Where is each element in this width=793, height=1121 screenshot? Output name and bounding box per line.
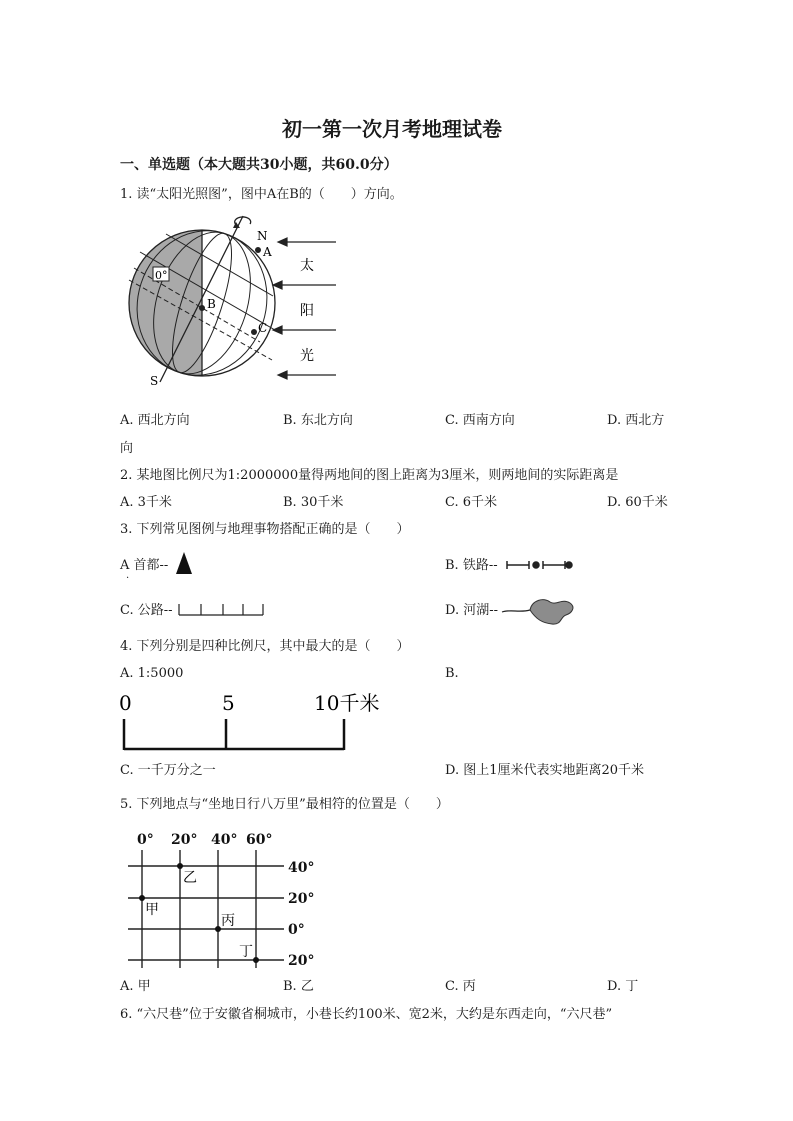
lon-label-60: 60° <box>246 832 273 848</box>
label-jia: 甲 <box>145 902 159 918</box>
q3-option-a-dot: . <box>126 570 130 581</box>
highway-symbol-icon <box>177 601 267 617</box>
q3-option-d[interactable]: D. 河湖-- <box>445 603 499 618</box>
scale-tick-0: 0 <box>119 691 132 715</box>
capital-symbol-icon <box>176 552 192 576</box>
q2-option-d[interactable]: D. 60千米 <box>607 495 668 510</box>
q2-option-b[interactable]: B. 30千米 <box>283 495 344 510</box>
question-4-stem: 4. 下列分别是四种比例尺，其中最大的是（ ） <box>120 639 410 654</box>
q4-option-d[interactable]: D. 图上1厘米代表实地距离20千米 <box>445 763 645 778</box>
label-zero: 0° <box>155 269 168 282</box>
sun-char-1: 太 <box>300 258 314 274</box>
q5-option-d[interactable]: D. 丁 <box>607 979 639 994</box>
q3-option-a[interactable]: A 首都-- <box>120 558 169 573</box>
railway-symbol-icon <box>505 558 575 572</box>
q1-option-a[interactable]: A. 西北方向 <box>120 413 190 428</box>
label-b: B <box>207 297 216 311</box>
question-2-stem: 2. 某地图比例尺为1:2000000量得两地间的图上距离为3厘米，则两地间的实际距离是 <box>120 468 619 483</box>
label-yi: 乙 <box>183 870 197 886</box>
night-hemisphere <box>129 230 202 376</box>
label-a: A <box>263 245 272 259</box>
scale-tick-10: 10千米 <box>314 691 380 715</box>
question-6-stem: 6. “六尺巷”位于安徽省桐城市，小巷长约100米、宽2米，大约是东西走向，“六尺巷” <box>120 1007 613 1022</box>
point-b <box>199 305 205 311</box>
q2-option-a[interactable]: A. 3千米 <box>120 495 172 510</box>
scale-tick-5: 5 <box>222 691 235 715</box>
q4-option-b[interactable]: B. <box>445 666 459 681</box>
q4-option-c[interactable]: C. 一千万分之一 <box>120 763 216 778</box>
question-1-stem: 1. 读“太阳光照图”，图中A在B的（ ）方向。 <box>120 187 403 202</box>
q1-option-c[interactable]: C. 西南方向 <box>445 413 515 428</box>
q5-option-c[interactable]: C. 丙 <box>445 979 476 994</box>
point-yi <box>177 863 183 869</box>
q3-option-c[interactable]: C. 公路-- <box>120 603 173 618</box>
question-3-stem: 3. 下列常见图例与地理事物搭配正确的是（ ） <box>120 522 410 537</box>
lon-label-0: 0° <box>137 832 154 848</box>
label-s: S <box>150 374 159 388</box>
label-n: N <box>257 229 268 243</box>
q1-option-b[interactable]: B. 东北方向 <box>283 413 353 428</box>
lat-lon-grid-figure <box>120 828 330 973</box>
lon-label-20: 20° <box>171 832 198 848</box>
point-c <box>251 329 257 335</box>
q5-option-b[interactable]: B. 乙 <box>283 979 314 994</box>
lon-label-40: 40° <box>211 832 238 848</box>
point-jia <box>139 895 145 901</box>
sunlight-globe-figure <box>120 212 350 387</box>
question-5-stem: 5. 下列地点与“坐地日行八万里”最相符的位置是（ ） <box>120 797 449 812</box>
point-ding <box>253 957 259 963</box>
lake-symbol-icon <box>500 595 580 627</box>
lat-label-20s: 20° <box>288 953 315 969</box>
q4-option-a[interactable]: A. 1:5000 <box>120 666 184 681</box>
q5-option-a[interactable]: A. 甲 <box>120 979 151 994</box>
lat-label-40: 40° <box>288 860 315 876</box>
q3-option-b[interactable]: B. 铁路-- <box>445 558 498 573</box>
lat-label-20n: 20° <box>288 891 315 907</box>
sun-char-3: 光 <box>300 348 314 364</box>
q2-option-c[interactable]: C. 6千米 <box>445 495 498 510</box>
q1-option-d-wrap: 向 <box>120 441 134 456</box>
sun-char-2: 阳 <box>300 303 314 319</box>
label-c: C <box>258 321 268 335</box>
label-ding: 丁 <box>239 944 253 960</box>
label-bing: 丙 <box>221 913 235 929</box>
lat-label-0: 0° <box>288 922 305 938</box>
section-heading: 一、单选题（本大题共30小题，共60.0分） <box>120 157 398 173</box>
point-a <box>255 247 261 253</box>
linear-scale-bar <box>116 688 406 758</box>
page-title: 初一第一次月考地理试卷 <box>282 117 502 141</box>
q1-option-d[interactable]: D. 西北方 <box>607 413 665 428</box>
